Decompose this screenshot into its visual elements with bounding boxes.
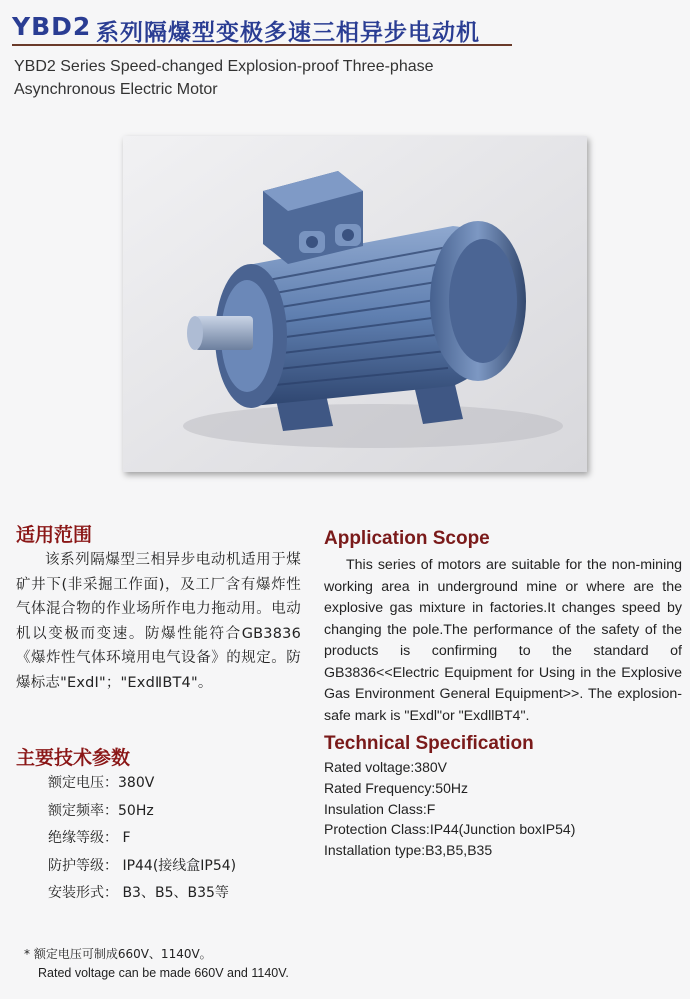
motor-photo <box>123 136 587 472</box>
spec-frequency-en: Rated Frequency:50Hz <box>324 779 468 796</box>
subtitle <box>14 55 494 101</box>
footnote-en: Rated voltage can be made 660V and 1140V. <box>38 966 289 980</box>
spec-installation-en: Installation type:B3,B5,B35 <box>324 842 493 859</box>
subtitle-line-1: YBD2 Series Speed-changed Explosion-proof Three-phase <box>14 58 434 75</box>
application-body-cn: 该系列隔爆型三相异步电动机适用于煤矿井下(非采掘工作面)，及工厂含有爆炸性气体混合物的作业场所作电力拖动用。电动机以变极而变速。防爆性能符合GB3836《爆炸性气体环境用电气设备》的规定。防爆标志"ExdⅠ"；"ExdⅡBT4"。 <box>16 552 301 691</box>
page-title <box>12 14 512 46</box>
specs-list-en <box>324 757 674 861</box>
spec-protection-cn: 防护等级： IP44(接线盒IP54) <box>48 857 237 874</box>
application-body-en: This series of motors are suitable for the non-mining working area in underground mine or where are the explosive gas mixture in factories.It changes speed by changing the pole.The performance of the safety of the products is confirming to the standard of GB3836<<Electric Equipment for Using in the Explosive Gas Environment General Equipment>>. The explosion-safe mark is "Exdl"or "ExdllBT4". <box>324 557 682 724</box>
specs-title-en: Technical Specification <box>324 733 534 754</box>
application-title-en: Application Scope <box>324 528 490 549</box>
spec-insulation-cn: 绝缘等级： F <box>48 830 131 846</box>
model-prefix: YBD2 <box>12 12 92 41</box>
spec-installation-cn: 安装形式： B3、B5、B35等 <box>48 885 229 901</box>
specs-list-cn <box>48 770 298 908</box>
subtitle-line-2: Asynchronous Electric Motor <box>14 81 218 98</box>
spec-frequency-cn: 额定频率：50Hz <box>48 802 154 819</box>
motor-illustration <box>123 136 587 472</box>
spec-voltage-en: Rated voltage:380V <box>324 759 447 775</box>
specs-title-cn: 主要技术参数 <box>16 747 131 769</box>
application-title-cn: 适用范围 <box>16 524 93 546</box>
spec-insulation-en: Insulation Class:F <box>324 800 436 817</box>
title-cn: 系列隔爆型变极多速三相异步电动机 <box>96 20 480 46</box>
spec-protection-en: Protection Class:IP44(Junction boxIP54) <box>324 821 576 838</box>
footnote-cn: * 额定电压可制成660V、1140V。 <box>24 947 212 961</box>
spec-voltage-cn: 额定电压：380V <box>48 775 155 791</box>
